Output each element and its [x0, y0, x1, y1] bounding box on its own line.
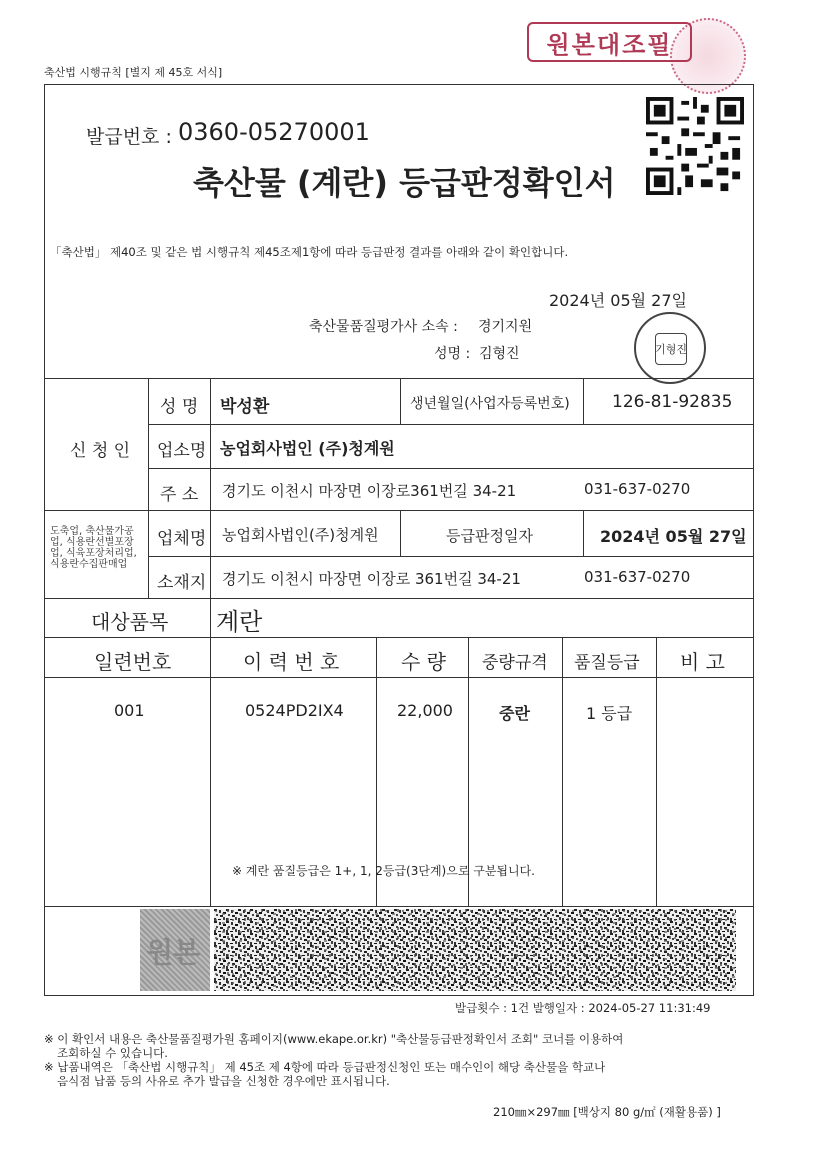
location-value: 경기도 이천시 마장면 이장로 361번길 34-21 — [222, 570, 521, 588]
applicant-name-label: 성 명 — [160, 397, 199, 417]
address-label: 주 소 — [160, 485, 199, 505]
grade-note: ※ 계란 품질등급은 1+, 1, 2등급(3단계)으로 구분됩니다. — [232, 864, 535, 878]
security-pattern-icon — [214, 909, 736, 991]
row-trace: 0524PD2IX4 — [245, 701, 344, 720]
issue-meta: 발급횟수 : 1건 발행일자 : 2024-05-27 11:31:49 — [455, 1001, 711, 1015]
product-value: 계란 — [216, 608, 263, 636]
business-name-label: 업체명 — [157, 529, 207, 549]
business-name: 농업회사법인(주)청계원 — [222, 526, 379, 544]
birth-label: 생년월일(사업자등록번호) — [410, 396, 570, 412]
watermark-stamp — [140, 909, 210, 991]
col-serial-header: 일련번호 — [94, 650, 172, 674]
form-reference: 축산법 시행규칙 [별지 제 45호 서식] — [44, 66, 223, 79]
evaluator-affiliation-label: 축산물품질평가사 소속 : — [309, 319, 458, 335]
grading-date: 2024년 05월 27일 — [600, 527, 747, 546]
business-section-label: 도축업, 축산물가공업, 식용란선별포장업, 식육포장처리업, 식용란수집판매업 — [50, 526, 137, 570]
page-title: 축산물 (계란) 등급판정확인서 — [193, 164, 616, 202]
row-grade: 1 등급 — [586, 704, 633, 723]
col-weight-header: 중량규격 — [482, 653, 548, 673]
intro-text: 「축산법」 제40조 및 같은 법 시행규칙 제45조제1항에 따라 등급판정 결과를 아래와 같이 확인합니다. — [50, 245, 569, 259]
col-note-header: 비 고 — [680, 650, 725, 674]
birth-value: 126-81-92835 — [612, 392, 733, 412]
footnote-2-cont: 음식점 납품 등의 사유로 추가 발급을 신청한 경우에만 표시됩니다. — [57, 1074, 390, 1088]
original-copy-stamp: 원본대조필 — [527, 22, 692, 62]
company-label: 업소명 — [157, 441, 207, 461]
issue-date: 2024년 05월 27일 — [549, 291, 687, 310]
paper-spec: 210㎜×297㎜ [백상지 80 g/㎡ (재활용품) ] — [493, 1105, 721, 1119]
phone-value: 031-637-0270 — [584, 480, 691, 498]
applicant-name: 박성환 — [220, 397, 270, 417]
row-serial: 001 — [114, 701, 145, 720]
applicant-section-label: 신 청 인 — [70, 441, 131, 461]
watermark-text: 원본 — [146, 936, 201, 969]
evaluator-name-label: 성명 : — [434, 346, 471, 362]
location-phone: 031-637-0270 — [584, 568, 691, 586]
issue-number-label: 발급번호 : — [86, 126, 172, 148]
evaluator-name: 김형진 — [479, 346, 520, 362]
product-label: 대상품목 — [91, 610, 169, 634]
row-qty: 22,000 — [397, 701, 453, 720]
address-value: 경기도 이천시 마장면 이장로361번길 34-21 — [222, 482, 517, 500]
footnote-1: ※ 이 확인서 내용은 축산물품질평가원 홈페이지(www.ekape.or.kr) "축산물등급판정확인서 조회" 코너를 이용하여 — [44, 1032, 624, 1046]
col-trace-header: 이 력 번 호 — [243, 650, 340, 674]
evaluator-seal-text: 기형진 — [655, 333, 687, 365]
issue-number: 0360-05270001 — [178, 118, 370, 146]
grading-date-label: 등급판정일자 — [446, 527, 533, 545]
col-grade-header: 품질등급 — [574, 653, 640, 673]
footnote-2: ※ 납품내역은 「축산법 시행규칙」 제 45조 제 4항에 따라 등급판정신청인 또는 매수인이 해당 축산물을 학교나 — [44, 1060, 606, 1074]
row-weight: 중란 — [499, 704, 530, 723]
footnote-1-cont: 조회하실 수 있습니다. — [57, 1046, 168, 1060]
location-label: 소재지 — [157, 573, 207, 593]
qr-code-icon[interactable] — [646, 97, 744, 195]
evaluator-affiliation: 경기지원 — [478, 319, 533, 335]
company-name: 농업회사법인 (주)청계원 — [220, 439, 395, 458]
col-qty-header: 수 량 — [401, 650, 446, 674]
